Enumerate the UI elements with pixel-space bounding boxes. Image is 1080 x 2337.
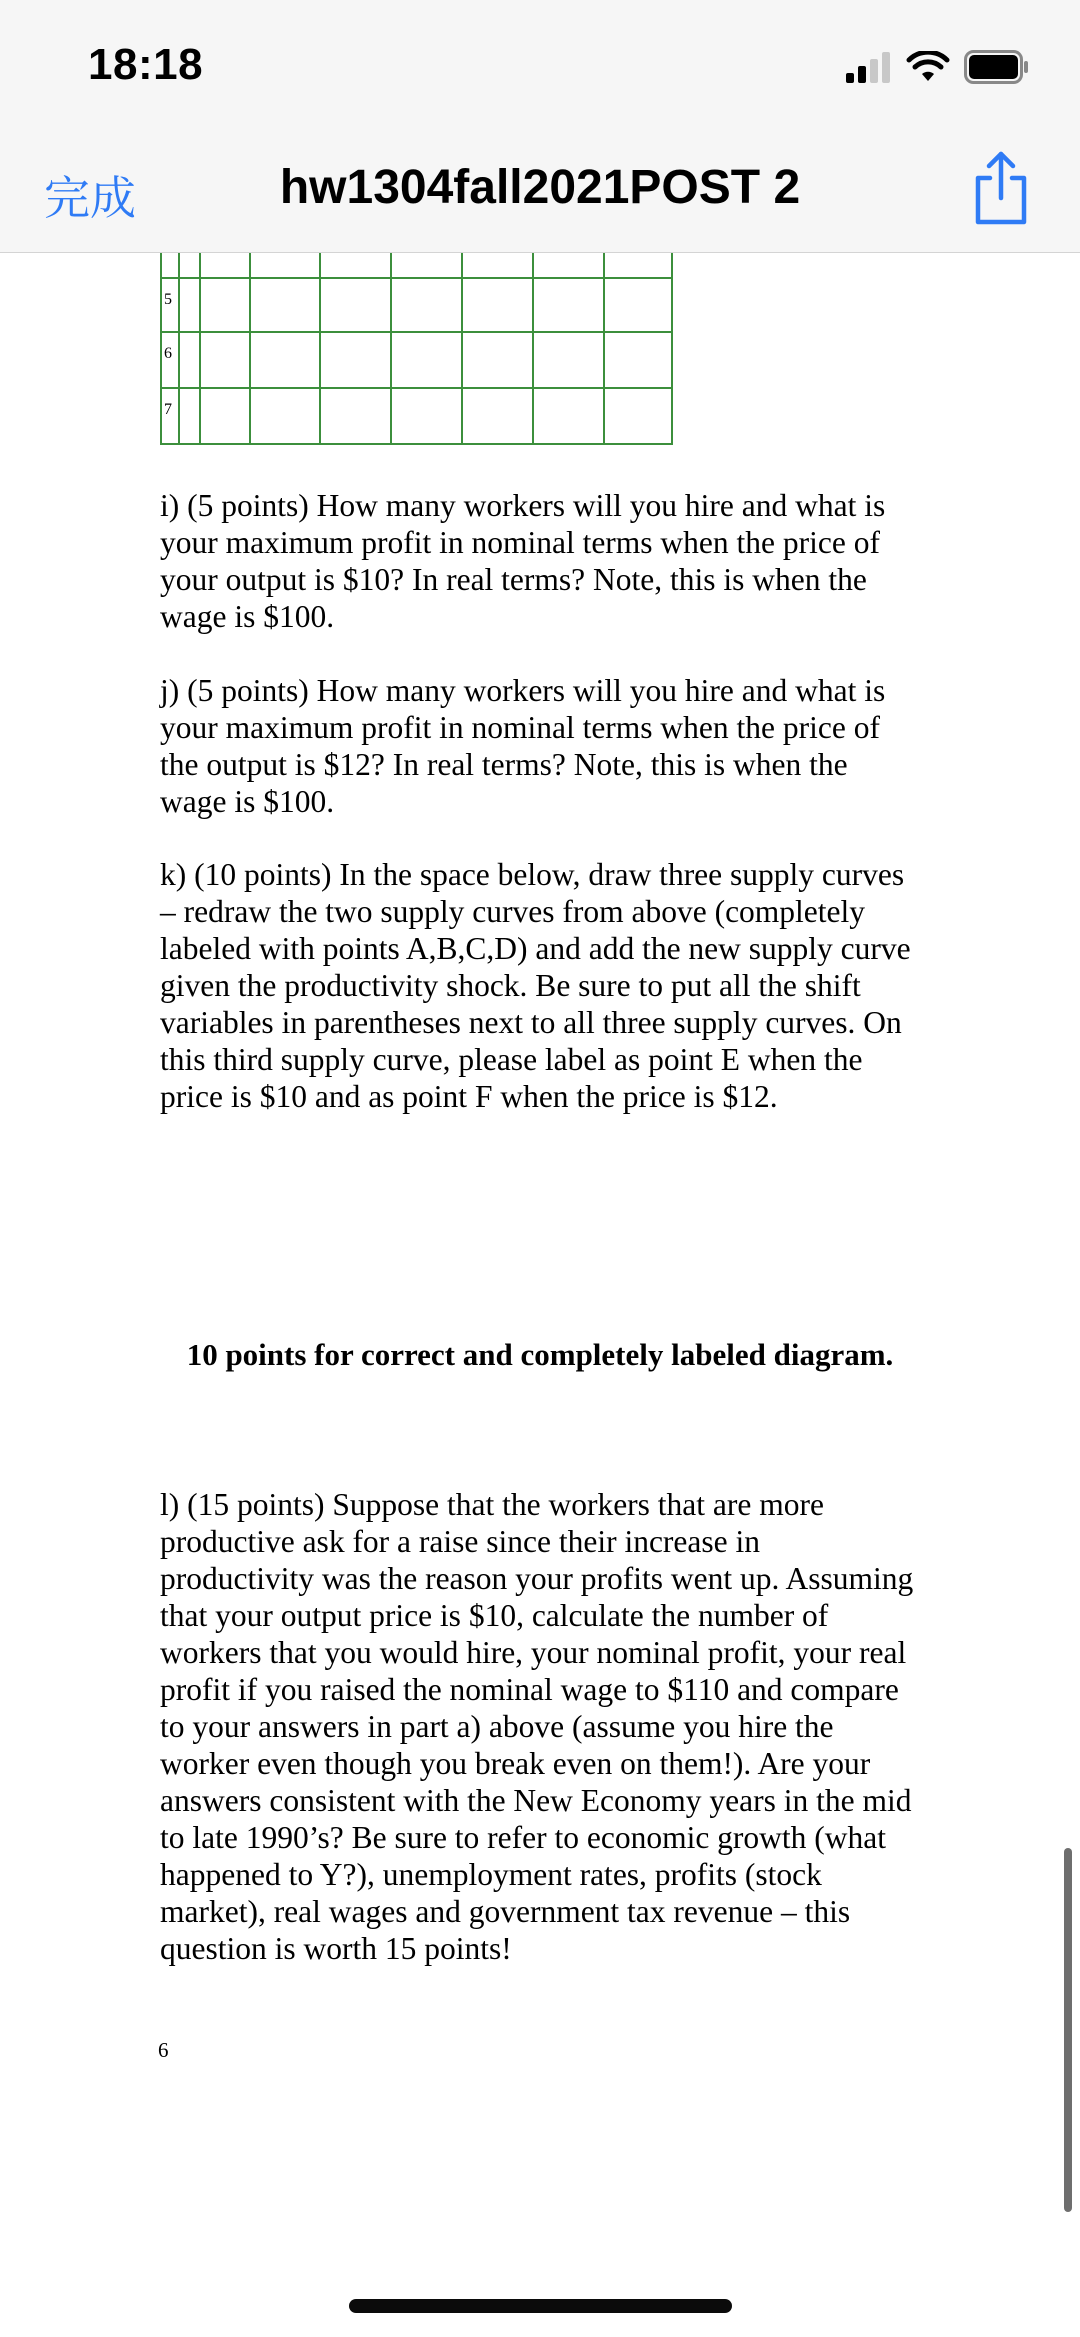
share-icon[interactable]: [970, 150, 1032, 226]
home-indicator[interactable]: [349, 2299, 732, 2313]
table-row-label: 7: [164, 401, 172, 418]
question-j: j) (5 points) How many workers will you hire and what is your maximum profit in nominal terms when the price of the output is $12? In real terms? Note, this is when the wage is $100.: [160, 673, 886, 819]
question-k: k) (10 points) In the space below, draw three supply curves – redraw the two supply curves from above (completely labeled with points A,B,C,D) and add the new supply curve given the productivity shock. Be sure to put all the shift variables in parentheses next to all three supply curves. On this third supply curve, please label as point E when the price is $10 and as point F when the price is $12.: [160, 857, 911, 1114]
wifi-icon: [906, 51, 950, 83]
status-icons: [844, 50, 1030, 84]
page-number: 6: [158, 2038, 169, 2062]
data-table-grid: [160, 248, 676, 448]
cellular-signal-icon: [844, 51, 892, 83]
status-time: 18:18: [88, 40, 204, 89]
battery-icon: [964, 50, 1030, 84]
table-row-label: 6: [164, 345, 172, 362]
document-title: hw1304fall2021POST 2: [279, 161, 801, 214]
question-k-note: 10 points for correct and completely labeled diagram.: [186, 1337, 894, 1372]
question-l: l) (15 points) Suppose that the workers that are more productive ask for a raise since their increase in productivity was the reason your profits went up. Assuming that your output price is $10, calculate the number of workers that you would hire, your nominal profit, your real profit if you raised the nominal wage to $110 and compare to your answers in part a) above (assume you hire the worker even though you break even on them!). Are your answers consistent with the New Economy years in the mid to late 1990’s? Be sure to refer to economic growth (what happened to Y?), unemployment rates, profits (stock market), real wages and government tax revenue – this question is worth 15 points!: [160, 1487, 914, 1966]
question-i: i) (5 points) How many workers will you hire and what is your maximum profit in nominal terms when the price of your output is $10? In real terms? Note, this is when the wage is $100.: [160, 488, 886, 634]
table-row-label: 5: [164, 291, 172, 308]
scrollbar[interactable]: [1064, 1848, 1072, 2212]
top-bar: [0, 0, 1080, 253]
done-button[interactable]: 完成: [44, 172, 136, 224]
